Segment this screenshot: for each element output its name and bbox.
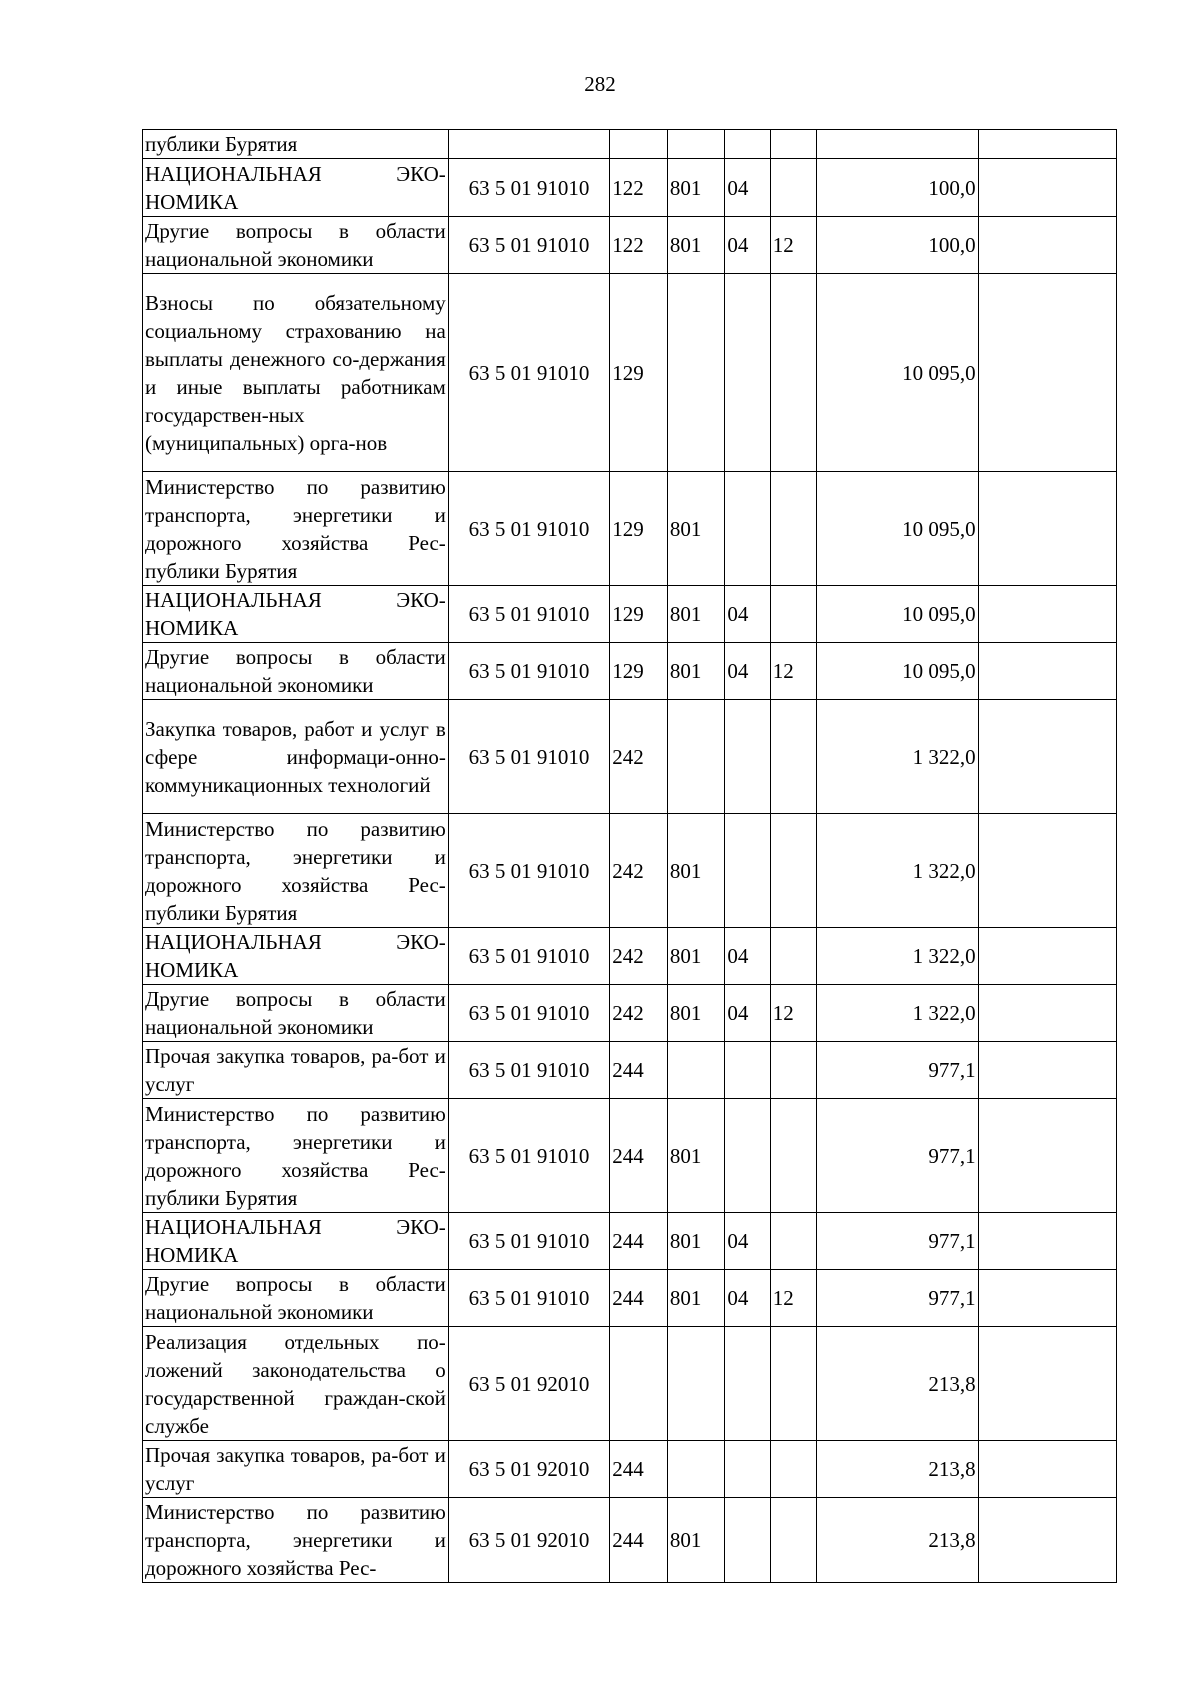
table-row xyxy=(143,586,1117,643)
row-rz-cell xyxy=(725,130,770,159)
row-gr-cell xyxy=(667,274,725,472)
row-pr-cell xyxy=(770,928,816,985)
row-pr-cell: 12 xyxy=(770,985,816,1042)
row-gr-cell: 801 xyxy=(667,217,725,274)
row-name-cell xyxy=(143,472,449,586)
row-csr-cell: 63 5 01 91010 xyxy=(448,928,609,985)
table-row xyxy=(143,643,1117,700)
row-sum-cell: 1 322,0 xyxy=(817,700,978,814)
row-sum-cell: 1 322,0 xyxy=(817,928,978,985)
row-name-cell xyxy=(143,217,449,274)
table-row xyxy=(143,700,1117,814)
row-name-cell xyxy=(143,1441,449,1498)
row-name-text: НАЦИОНАЛЬНАЯ ЭКО- НОМИКА xyxy=(145,161,446,214)
row-gr-cell: 801 xyxy=(667,1213,725,1270)
row-vr-cell: 242 xyxy=(610,985,668,1042)
row-extra-cell xyxy=(978,643,1116,700)
row-name-text: Другие вопросы в области национальной экономики xyxy=(145,1272,446,1324)
row-sum-cell: 100,0 xyxy=(817,159,978,217)
row-sum-cell: 977,1 xyxy=(817,1042,978,1099)
row-name-text: НАЦИОНАЛЬНАЯ ЭКО- НОМИКА xyxy=(145,930,446,982)
row-pr-cell xyxy=(770,1327,816,1441)
row-pr-cell xyxy=(770,130,816,159)
row-csr-cell: 63 5 01 91010 xyxy=(448,472,609,586)
row-name-text: Реализация отдельных по-ложений законодательства о государственной граждан-ской службе xyxy=(145,1329,446,1438)
row-csr-cell: 63 5 01 91010 xyxy=(448,586,609,643)
row-vr-cell: 242 xyxy=(610,928,668,985)
row-gr-cell: 801 xyxy=(667,928,725,985)
row-sum-cell: 977,1 xyxy=(817,1270,978,1327)
row-vr-cell: 129 xyxy=(610,586,668,643)
row-name-cell xyxy=(143,586,449,643)
row-name-text: Министерство по развитию транспорта, энергетики и дорожного хозяйства Рес-публики Бурятия xyxy=(145,816,446,925)
table-row xyxy=(143,814,1117,928)
row-csr-cell: 63 5 01 92010 xyxy=(448,1441,609,1498)
row-extra-cell xyxy=(978,928,1116,985)
row-pr-cell: 12 xyxy=(770,217,816,274)
row-sum-cell: 1 322,0 xyxy=(817,985,978,1042)
row-name-text: Министерство по развитию транспорта, энергетики и дорожного хозяйства Рес- xyxy=(145,1500,446,1580)
row-rz-cell xyxy=(725,1498,770,1583)
row-rz-cell: 04 xyxy=(725,1213,770,1270)
row-sum-cell: 977,1 xyxy=(817,1099,978,1213)
table-row xyxy=(143,274,1117,472)
row-sum-cell: 10 095,0 xyxy=(817,643,978,700)
row-name-text: Другие вопросы в области национальной экономики xyxy=(145,987,446,1039)
row-gr-cell: 801 xyxy=(667,643,725,700)
budget-table xyxy=(142,129,1117,1583)
row-extra-cell xyxy=(978,586,1116,643)
row-extra-cell xyxy=(978,217,1116,274)
row-extra-cell xyxy=(978,472,1116,586)
row-name-cell xyxy=(143,1327,449,1441)
table-row xyxy=(143,159,1117,217)
row-name-cell xyxy=(143,1213,449,1270)
row-name-first-line: НАЦИОНАЛЬНАЯ ЭКО- xyxy=(145,161,446,186)
row-sum-cell: 213,8 xyxy=(817,1327,978,1441)
table-row xyxy=(143,928,1117,985)
row-gr-cell xyxy=(667,1042,725,1099)
row-vr-cell: 122 xyxy=(610,217,668,274)
row-rz-cell: 04 xyxy=(725,159,770,217)
row-rz-cell: 04 xyxy=(725,643,770,700)
row-pr-cell: 12 xyxy=(770,643,816,700)
row-csr-cell: 63 5 01 91010 xyxy=(448,159,609,217)
row-csr-cell: 63 5 01 91010 xyxy=(448,274,609,472)
table-row xyxy=(143,985,1117,1042)
row-vr-cell: 244 xyxy=(610,1498,668,1583)
row-csr-cell: 63 5 01 92010 xyxy=(448,1498,609,1583)
row-extra-cell xyxy=(978,700,1116,814)
row-vr-cell: 242 xyxy=(610,700,668,814)
row-extra-cell xyxy=(978,130,1116,159)
row-name-first-line: НАЦИОНАЛЬНАЯ ЭКО- xyxy=(145,588,446,612)
row-gr-cell: 801 xyxy=(667,1270,725,1327)
row-name-text: Другие вопросы в области национальной экономики xyxy=(145,645,446,697)
row-csr-cell: 63 5 01 91010 xyxy=(448,985,609,1042)
row-extra-cell xyxy=(978,274,1116,472)
row-rz-cell xyxy=(725,700,770,814)
table-row xyxy=(143,1099,1117,1213)
row-name-cell xyxy=(143,1498,449,1583)
row-rz-cell xyxy=(725,274,770,472)
row-extra-cell xyxy=(978,1327,1116,1441)
row-sum-cell: 10 095,0 xyxy=(817,472,978,586)
row-gr-cell: 801 xyxy=(667,472,725,586)
row-rz-cell: 04 xyxy=(725,586,770,643)
row-pr-cell xyxy=(770,814,816,928)
row-sum-cell: 213,8 xyxy=(817,1498,978,1583)
row-gr-cell xyxy=(667,1327,725,1441)
row-pr-cell: 12 xyxy=(770,1270,816,1327)
row-csr-cell: 63 5 01 91010 xyxy=(448,1213,609,1270)
row-name-text: публики Бурятия xyxy=(145,132,298,156)
table-row xyxy=(143,217,1117,274)
row-csr-cell: 63 5 01 91010 xyxy=(448,814,609,928)
row-vr-cell: 244 xyxy=(610,1270,668,1327)
row-gr-cell: 801 xyxy=(667,159,725,217)
row-rz-cell xyxy=(725,1327,770,1441)
row-extra-cell xyxy=(978,1213,1116,1270)
table-row xyxy=(143,472,1117,586)
row-extra-cell xyxy=(978,1441,1116,1498)
row-pr-cell xyxy=(770,1042,816,1099)
row-pr-cell xyxy=(770,1099,816,1213)
table-row xyxy=(143,130,1117,159)
table-row xyxy=(143,1270,1117,1327)
row-name-text: Прочая закупка товаров, ра-бот и услуг xyxy=(145,1443,446,1495)
row-sum-cell: 10 095,0 xyxy=(817,274,978,472)
row-pr-cell xyxy=(770,1498,816,1583)
row-csr-cell xyxy=(448,130,609,159)
row-name-first-line: НАЦИОНАЛЬНАЯ ЭКО- xyxy=(145,1215,446,1239)
row-vr-cell: 242 xyxy=(610,814,668,928)
row-vr-cell xyxy=(610,130,668,159)
row-pr-cell xyxy=(770,274,816,472)
row-gr-cell xyxy=(667,700,725,814)
row-rz-cell: 04 xyxy=(725,217,770,274)
row-name-text: Взносы по обязательному социальному страхованию на выплаты денежного со-держания и иные выплаты работникам государствен-ных (муниципальных) орга-нов xyxy=(145,290,446,455)
row-vr-cell: 129 xyxy=(610,274,668,472)
row-name-cell xyxy=(143,274,449,472)
row-gr-cell: 801 xyxy=(667,1498,725,1583)
row-gr-cell xyxy=(667,130,725,159)
row-name-cell xyxy=(143,643,449,700)
row-csr-cell: 63 5 01 91010 xyxy=(448,217,609,274)
row-extra-cell xyxy=(978,814,1116,928)
row-name-text: Другие вопросы в области национальной экономики xyxy=(145,219,446,271)
row-name-cell xyxy=(143,985,449,1042)
row-pr-cell xyxy=(770,1213,816,1270)
row-gr-cell: 801 xyxy=(667,985,725,1042)
row-name-cell xyxy=(143,928,449,985)
row-extra-cell xyxy=(978,1270,1116,1327)
row-name-text: Прочая закупка товаров, ра-бот и услуг xyxy=(145,1044,446,1096)
row-rz-cell xyxy=(725,814,770,928)
row-name-text: НАЦИОНАЛЬНАЯ ЭКО- НОМИКА xyxy=(145,588,446,640)
row-gr-cell: 801 xyxy=(667,814,725,928)
row-csr-cell: 63 5 01 91010 xyxy=(448,700,609,814)
row-gr-cell xyxy=(667,1441,725,1498)
row-sum-cell: 100,0 xyxy=(817,217,978,274)
table-row xyxy=(143,1042,1117,1099)
row-csr-cell: 63 5 01 92010 xyxy=(448,1327,609,1441)
row-sum-cell: 10 095,0 xyxy=(817,586,978,643)
row-vr-cell: 244 xyxy=(610,1042,668,1099)
row-name-text: Министерство по развитию транспорта, энергетики и дорожного хозяйства Рес-публики Бурятия xyxy=(145,474,446,583)
row-vr-cell xyxy=(610,1327,668,1441)
table-row xyxy=(143,1327,1117,1441)
row-sum-cell: 1 322,0 xyxy=(817,814,978,928)
row-rz-cell xyxy=(725,1441,770,1498)
row-rz-cell: 04 xyxy=(725,985,770,1042)
row-rz-cell xyxy=(725,472,770,586)
row-rz-cell xyxy=(725,1099,770,1213)
table-row xyxy=(143,1213,1117,1270)
row-vr-cell: 244 xyxy=(610,1213,668,1270)
row-name-cell xyxy=(143,1270,449,1327)
row-name-cell xyxy=(143,159,449,217)
row-name-cell xyxy=(143,1042,449,1099)
row-gr-cell: 801 xyxy=(667,1099,725,1213)
row-name-cell xyxy=(143,130,449,159)
table-body xyxy=(143,130,1117,1583)
row-sum-cell: 977,1 xyxy=(817,1213,978,1270)
row-extra-cell xyxy=(978,985,1116,1042)
row-extra-cell xyxy=(978,1498,1116,1583)
row-name-text: НАЦИОНАЛЬНАЯ ЭКО- НОМИКА xyxy=(145,1215,446,1267)
row-csr-cell: 63 5 01 91010 xyxy=(448,1042,609,1099)
row-gr-cell: 801 xyxy=(667,586,725,643)
row-sum-cell xyxy=(817,130,978,159)
row-pr-cell xyxy=(770,472,816,586)
row-csr-cell: 63 5 01 91010 xyxy=(448,643,609,700)
row-name-cell xyxy=(143,1099,449,1213)
row-name-cell xyxy=(143,814,449,928)
row-csr-cell: 63 5 01 91010 xyxy=(448,1099,609,1213)
row-csr-cell: 63 5 01 91010 xyxy=(448,1270,609,1327)
row-vr-cell: 244 xyxy=(610,1441,668,1498)
row-extra-cell xyxy=(978,1099,1116,1213)
row-rz-cell: 04 xyxy=(725,928,770,985)
row-rz-cell: 04 xyxy=(725,1270,770,1327)
row-name-text: Министерство по развитию транспорта, энергетики и дорожного хозяйства Рес-публики Бурятия xyxy=(145,1101,446,1210)
row-vr-cell: 129 xyxy=(610,643,668,700)
row-vr-cell: 244 xyxy=(610,1099,668,1213)
row-sum-cell: 213,8 xyxy=(817,1441,978,1498)
row-vr-cell: 122 xyxy=(610,159,668,217)
row-extra-cell xyxy=(978,159,1116,217)
row-pr-cell xyxy=(770,700,816,814)
row-pr-cell xyxy=(770,586,816,643)
page-number: 282 xyxy=(584,72,616,96)
row-pr-cell xyxy=(770,1441,816,1498)
row-rz-cell xyxy=(725,1042,770,1099)
row-name-first-line: НАЦИОНАЛЬНАЯ ЭКО- xyxy=(145,930,446,954)
row-vr-cell: 129 xyxy=(610,472,668,586)
table-row xyxy=(143,1498,1117,1583)
row-name-cell xyxy=(143,700,449,814)
table-row xyxy=(143,1441,1117,1498)
row-extra-cell xyxy=(978,1042,1116,1099)
row-name-text: Закупка товаров, работ и услуг в сфере информаци-онно-коммуникационных технологий xyxy=(145,716,446,797)
row-pr-cell xyxy=(770,159,816,217)
